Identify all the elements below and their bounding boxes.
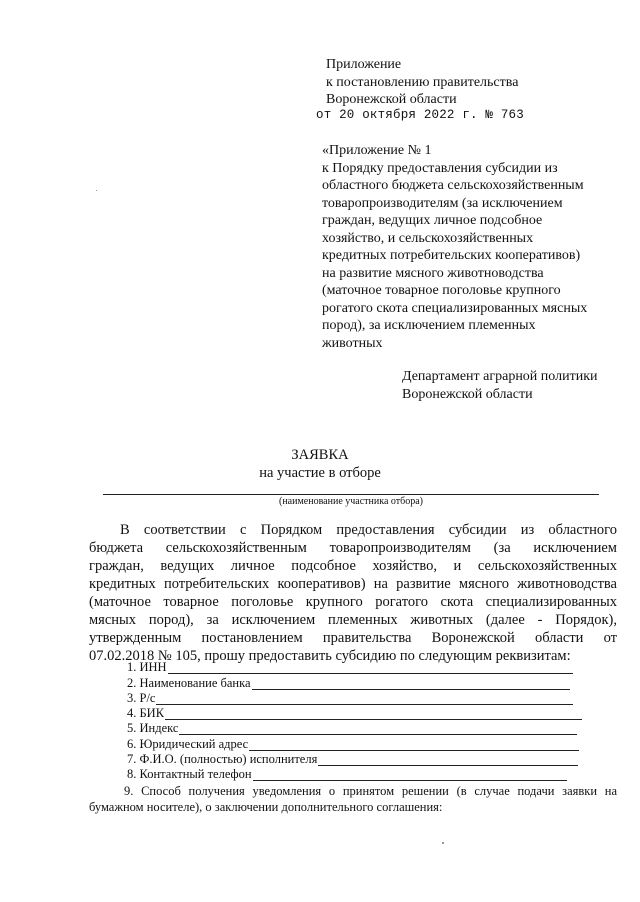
account-input-line[interactable] — [156, 693, 573, 705]
index-input-line[interactable] — [179, 723, 577, 735]
field-label: 6. Юридический адрес — [127, 737, 249, 751]
appendix-block-line: «Приложение № 1 — [322, 143, 432, 158]
department-block — [402, 368, 598, 403]
field-inn — [127, 659, 573, 674]
body-line: бюджета сельскохозяйственным товаропроизводителям (за исключением — [89, 540, 617, 556]
field-executor-name — [127, 751, 578, 766]
field-label: 1. ИНН — [127, 660, 167, 674]
field-legal-address — [127, 736, 579, 751]
legal-address-input-line[interactable] — [249, 739, 579, 751]
item-9-paragraph — [89, 784, 617, 815]
appendix-header-line: к постановлению правительства — [326, 74, 519, 90]
bank-name-input-line[interactable] — [252, 678, 570, 690]
appendix-block-line: рогатого скота специализированных мясных — [322, 300, 588, 316]
field-label: 8. Контактный телефон — [127, 767, 252, 781]
participant-name-line[interactable] — [103, 494, 599, 495]
body-line: В соответствии с Порядком предоставления субсидии из областного — [120, 522, 617, 538]
appendix-block — [322, 142, 587, 352]
appendix-date-line: от 20 октября 2022 г. № 763 — [316, 108, 524, 122]
appendix-header-line: Приложение — [326, 57, 402, 72]
field-label: 3. Р/с — [127, 691, 156, 705]
inn-input-line[interactable] — [168, 662, 573, 674]
body-line: утвержденным постановлением правительства Воронежской области от — [89, 630, 617, 646]
form-title: ЗАЯВКА — [291, 447, 349, 463]
appendix-block-line: кредитных потребительских кооперативов) — [322, 248, 581, 263]
form-subtitle: на участие в отборе — [259, 465, 381, 481]
appendix-block-line: пород), за исключением племенных — [322, 318, 536, 333]
appendix-header-line: Воронежской области — [326, 92, 457, 107]
field-bik — [127, 705, 582, 720]
field-account — [127, 690, 573, 705]
contact-phone-input-line[interactable] — [253, 769, 567, 781]
department-line: Воронежской области — [402, 386, 533, 402]
appendix-block-line: к Порядку предоставления субсидии из — [322, 160, 558, 176]
body-paragraph — [89, 521, 617, 665]
field-label: 4. БИК — [127, 706, 165, 720]
appendix-block-line: на развитие мясного животноводства — [322, 265, 544, 281]
field-label: 5. Индекс — [127, 721, 179, 735]
field-contact-phone — [127, 766, 567, 781]
field-bank-name — [127, 675, 570, 690]
body-line: граждан, ведущих личное подсобное хозяйство, и сельскохозяйственных — [89, 558, 617, 574]
item-9-line: 9. Способ получения уведомления о принятом решении (в случае подачи заявки на — [124, 784, 617, 798]
scan-speck — [442, 842, 444, 844]
participant-caption: (наименование участника отбора) — [279, 496, 423, 507]
field-label: 2. Наименование банка — [127, 676, 251, 690]
executor-name-input-line[interactable] — [318, 754, 578, 766]
field-index — [127, 720, 577, 735]
body-line: мясных пород), за исключением племенных животных (далее - Порядок), — [89, 612, 617, 628]
appendix-header — [326, 56, 518, 109]
department-line: Департамент аграрной политики — [402, 369, 598, 384]
body-line: кредитных потребительских кооперативов) на развитие мясного животноводства — [89, 576, 617, 592]
bik-input-line[interactable] — [165, 708, 582, 720]
scan-speck — [96, 190, 97, 191]
appendix-block-line: животных — [322, 335, 383, 351]
appendix-block-line: областного бюджета сельскохозяйственным — [322, 178, 584, 193]
item-9-line: бумажном носителе), о заключении дополнительного соглашения: — [89, 799, 443, 814]
body-line: (маточное товарное поголовье крупного рогатого скота специализированных — [89, 594, 617, 610]
appendix-block-line: граждан, ведущих личное подсобное — [322, 213, 543, 228]
appendix-block-line: хозяйство, и сельскохозяйственных — [322, 230, 534, 246]
appendix-block-line: (маточное товарное поголовье крупного — [322, 283, 561, 298]
field-label: 7. Ф.И.О. (полностью) исполнителя — [127, 752, 318, 766]
appendix-block-line: товаропроизводителям (за исключением — [322, 195, 563, 211]
body-line: 07.02.2018 № 105, прошу предоставить субсидию по следующим реквизитам: — [89, 648, 571, 664]
